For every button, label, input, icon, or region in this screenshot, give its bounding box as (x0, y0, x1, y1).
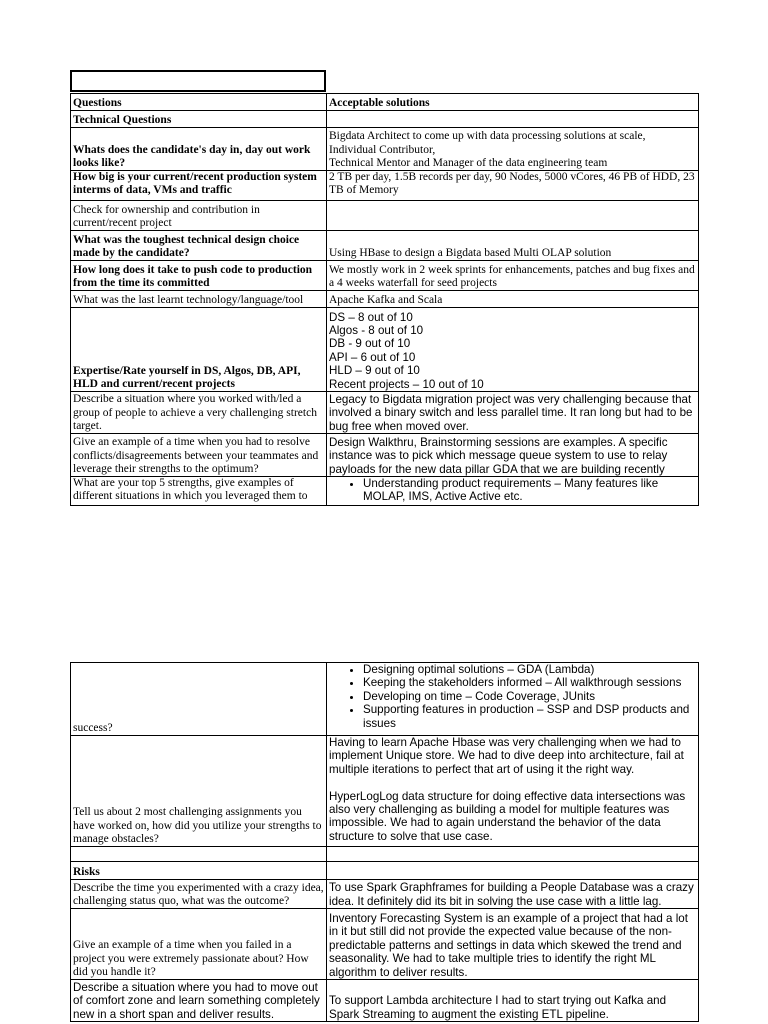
question-cell: How long does it take to push code to production from the time its committed (71, 261, 327, 291)
answer-cell (327, 477, 699, 506)
answer-cell: To use Spark Graphframes for building a People Database was a crazy idea. It definitely did its bit in solving the use case with a little lag. (327, 880, 699, 909)
answer-cell (327, 663, 699, 736)
header-questions: Questions (71, 94, 327, 111)
list-item: • Keeping the stakeholders informed – All walkthrough sessions (363, 676, 696, 689)
answer-cell (327, 736, 699, 847)
document-title-box (70, 70, 326, 92)
rating-line: Recent projects – 10 out of 10 (329, 377, 484, 391)
question-cell: What are your top 5 strengths, give examples of different situations in which you leveraged them to (71, 477, 327, 506)
table-row (71, 261, 699, 291)
table-row (71, 980, 699, 1022)
table-row (71, 171, 699, 201)
table-row (71, 308, 699, 392)
answer-cell: We mostly work in 2 week sprints for enhancements, patches and bug fixes and a 4 weeks waterfall for seed projects (327, 261, 699, 291)
empty-cell (71, 847, 327, 862)
list-item: • Developing on time – Code Coverage, JUnits (363, 690, 696, 703)
table-row (71, 880, 699, 909)
question-cell: Whats does the candidate's day in, day out work looks like? (71, 128, 327, 171)
empty-cell (327, 111, 699, 128)
interview-table-page-1 (70, 93, 699, 506)
paragraph-spacer (329, 776, 696, 789)
list-item: • Designing optimal solutions – GDA (Lambda) (363, 663, 696, 676)
table-row (71, 231, 699, 261)
answer-cell: Design Walkthru, Brainstorming sessions are examples. A specific instance was to pick which message queue system to use to relay payloads for the new data pillar GDA that we are building recently (327, 434, 699, 477)
answer-cell (327, 128, 699, 171)
spacer-row (71, 847, 699, 862)
table-row (71, 663, 699, 736)
table-row (71, 128, 699, 171)
list-item: • Understanding product requirements – Many features like MOLAP, IMS, Active Active etc. (363, 477, 696, 504)
question-cell: What was the toughest technical design choice made by the candidate? (71, 231, 327, 261)
question-cell: success? (71, 663, 327, 736)
section-risks: Risks (71, 862, 327, 880)
answer-cell: To support Lambda architecture I had to start trying out Kafka and Spark Streaming to augment the existing ETL pipeline. (327, 980, 699, 1022)
rating-line: DB - 9 out of 10 (329, 337, 411, 351)
rating-line: HLD – 9 out of 10 (329, 364, 420, 378)
table-row (71, 477, 699, 506)
answer-line: Bigdata Architect to come up with data processing solutions at scale, (329, 130, 646, 143)
question-cell: Tell us about 2 most challenging assignments you have worked on, how did you utilize your strengths to manage obstacles? (71, 736, 327, 847)
table-header-row (71, 94, 699, 111)
table-row (71, 736, 699, 847)
answer-paragraph: Having to learn Apache Hbase was very challenging when we had to implement Unique store. We had to dive deep into architecture, fail at multiple iterations to perfect that art of using it the right way. (329, 736, 684, 776)
answer-paragraph: HyperLogLog data structure for doing effective data intersections was also very challenging as building a model for multiple features was impossible. We had to again understand the behavior of the data structure to solve that use case. (329, 789, 686, 843)
answer-line: Individual Contributor, (329, 143, 436, 156)
section-row-risks (71, 862, 699, 880)
question-cell: Describe the time you experimented with a crazy idea, challenging status quo, what was the outcome? (71, 880, 327, 909)
answer-line: Technical Mentor and Manager of the data engineering team (329, 156, 608, 169)
answer-cell: Using HBase to design a Bigdata based Multi OLAP solution (327, 231, 699, 261)
answer-cell-empty (327, 201, 699, 231)
question-cell: What was the last learnt technology/language/tool (71, 291, 327, 308)
rating-line: API – 6 out of 10 (329, 350, 416, 364)
rating-line: DS – 8 out of 10 (329, 310, 413, 324)
table-row (71, 201, 699, 231)
table-row (71, 392, 699, 434)
question-cell: Give an example of a time when you failed in a project you were extremely passionate about? How did you handle it? (71, 909, 327, 980)
table-row (71, 909, 699, 980)
header-acceptable-solutions: Acceptable solutions (327, 94, 699, 111)
rating-line: Algos - 8 out of 10 (329, 323, 424, 337)
question-cell: How big is your current/recent production system interms of data, VMs and traffic (71, 171, 327, 201)
answer-cell: 2 TB per day, 1.5B records per day, 90 Nodes, 5000 vCores, 46 PB of HDD, 23 TB of Memory (327, 171, 699, 201)
answer-cell: Legacy to Bigdata migration project was very challenging because that involved a binary switch and less parallel time. It ran long but had to be bug free when moved over. (327, 392, 699, 434)
question-cell: Give an example of a time when you had to resolve conflicts/disagreements between your teammates and leverage their strengths to the optimum? (71, 434, 327, 477)
table-row (71, 291, 699, 308)
empty-cell (327, 847, 699, 862)
section-technical-questions: Technical Questions (71, 111, 327, 128)
question-cell: Describe a situation where you worked with/led a group of people to achieve a very challenging stretch target. (71, 392, 327, 434)
question-cell: Expertise/Rate yourself in DS, Algos, DB, API, HLD and current/recent projects (71, 308, 327, 392)
strengths-list (329, 663, 696, 730)
section-row-technical (71, 111, 699, 128)
answer-cell (327, 308, 699, 392)
strengths-list (329, 477, 696, 504)
answer-cell: Inventory Forecasting System is an example of a project that had a lot in it but still did not provide the expected value because of the non-predictable patterns and settings in data which skewed the trend and seasonality. We had to take multiple tries to identify the right ML algorithm to deliver results. (327, 909, 699, 980)
empty-cell (327, 862, 699, 880)
question-cell: Check for ownership and contribution in current/recent project (71, 201, 327, 231)
question-cell: Describe a situation where you had to move out of comfort zone and learn something completely new in a short span and deliver results. (71, 980, 327, 1022)
answer-cell: Apache Kafka and Scala (327, 291, 699, 308)
list-item: • Supporting features in production – SSP and DSP products and issues (363, 703, 696, 730)
interview-table-page-2 (70, 662, 699, 1022)
table-row (71, 434, 699, 477)
